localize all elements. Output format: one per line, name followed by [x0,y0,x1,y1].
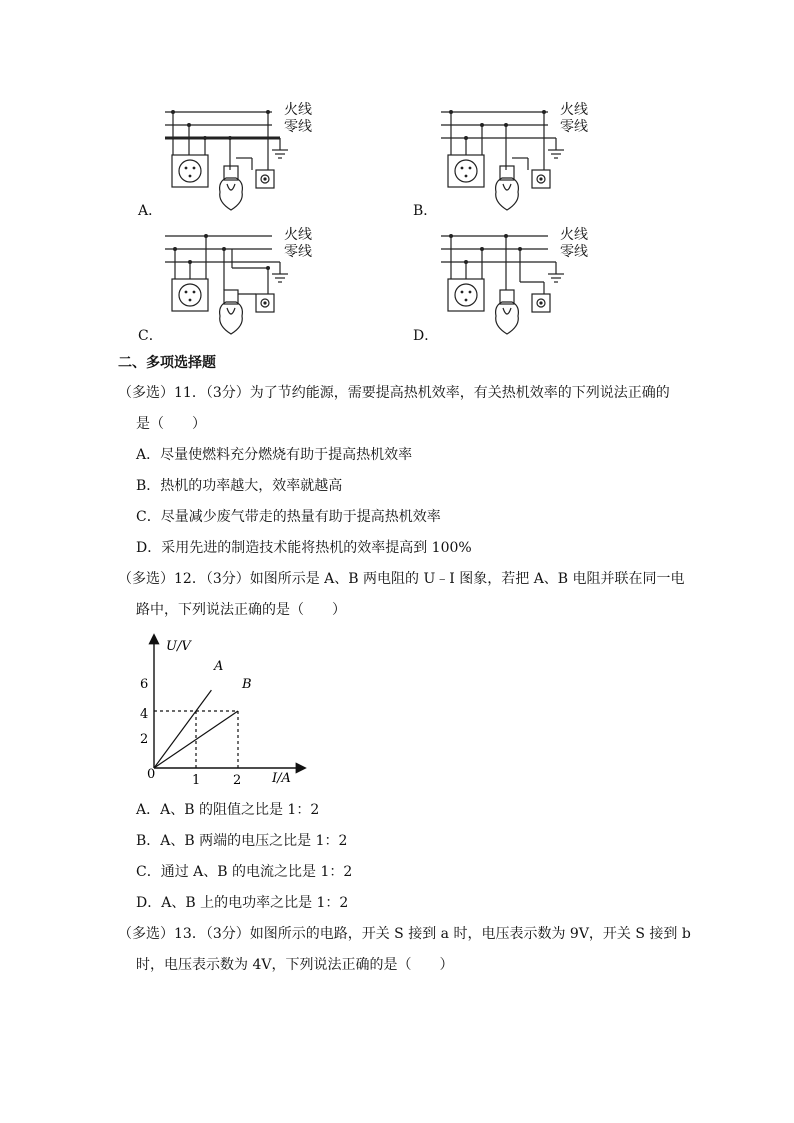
q11-option-c[interactable]: C．尽量减少废气带走的热量有助于提高热机效率 [136,509,441,525]
option-letter-b[interactable]: B． [413,203,438,219]
q11-option-a[interactable]: A．尽量使燃料充分燃烧有助于提高热机效率 [136,447,413,463]
circuit-diagram-b [436,98,616,216]
q13-stem-line2: 时，电压表示数为 4V，下列说法正确的是（ ） [136,957,454,973]
y-axis-label: U/V [166,639,191,654]
wire-label-neutral-d: 零线 [560,244,588,260]
y-tick-4: 4 [140,707,149,722]
y-tick-2: 2 [140,732,149,747]
q12-option-d[interactable]: D．A、B 上的电功率之比是 1：2 [136,895,349,911]
line-b-label: B [242,677,252,692]
q12-option-b[interactable]: B．A、B 两端的电压之比是 1：2 [136,833,348,849]
series-line-a [154,690,211,768]
option-letter-a[interactable]: A． [138,203,163,219]
x-tick-1: 1 [192,773,201,788]
wire-label-neutral-c: 零线 [284,244,312,260]
q11-stem-line2: 是（ ） [136,416,206,432]
q11-option-d[interactable]: D．采用先进的制造技术能将热机的效率提高到 100% [136,540,472,556]
x-tick-2: 2 [233,773,242,788]
option-letter-c[interactable]: C． [138,328,163,344]
wire-label-live-d: 火线 [560,227,588,243]
u-i-graph [130,628,310,788]
y-tick-6: 6 [140,677,149,692]
circuit-diagram-c [160,222,340,340]
wire-label-live-c: 火线 [284,227,312,243]
q12-stem-line2: 路中，下列说法正确的是（ ） [136,602,346,618]
section-heading: 二、多项选择题 [118,355,216,371]
q11-option-b[interactable]: B．热机的功率越大，效率就越高 [136,478,343,494]
wire-label-neutral-a: 零线 [284,119,312,135]
origin-label: 0 [147,767,156,782]
line-a-label: A [214,659,224,674]
wire-label-live-b: 火线 [560,102,588,118]
q13-stem-line1: （多选）13．（3分）如图所示的电路，开关 S 接到 a 时，电压表示数为 9V，开关 S 接到 b [118,926,691,942]
circuit-diagram-a [160,98,340,216]
q12-option-c[interactable]: C．通过 A、B 的电流之比是 1：2 [136,864,353,880]
circuit-diagram-d [436,222,616,340]
q11-stem-line1: （多选）11．（3分）为了节约能源，需要提高热机效率，有关热机效率的下列说法正确的 [118,385,670,401]
wire-label-live-a: 火线 [284,102,312,118]
option-letter-d[interactable]: D． [413,328,439,344]
q12-stem-line1: （多选）12．（3分）如图所示是 A、B 两电阻的 U﹣I 图象，若把 A、B 电阻并联在同一电 [118,571,685,587]
x-axis-label: I/A [272,771,291,786]
wire-label-neutral-b: 零线 [560,119,588,135]
q12-option-a[interactable]: A．A、B 的阻值之比是 1：2 [136,802,320,818]
